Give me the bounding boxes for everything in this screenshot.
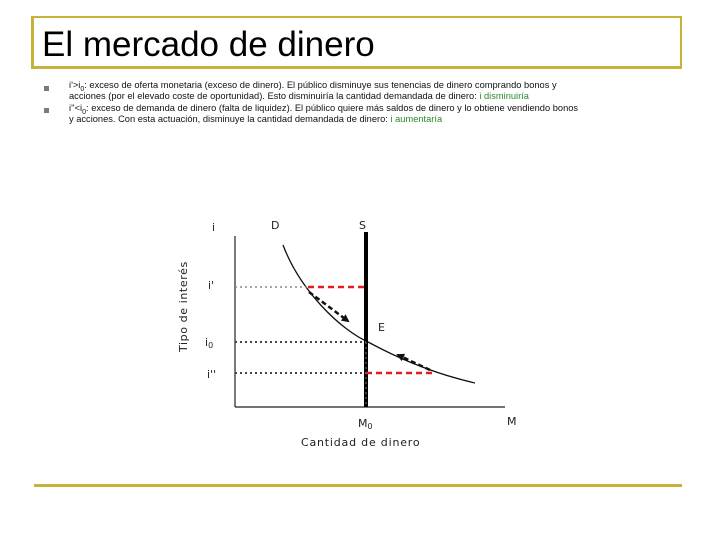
bullet-1-line2: acciones (por el elevado coste de oportunidad). Esto disminuiría la cantidad demandada de dinero: bbox=[69, 91, 480, 101]
i-double-prime-label: i'' bbox=[207, 368, 217, 381]
m-axis-label: M bbox=[507, 415, 517, 428]
demand-label: D bbox=[271, 219, 280, 232]
bullet-2-line1-rest: : exceso de demanda de dinero (falta de liquidez). El público quiere más saldos de dinero y lo obtiene vendiendo bonos bbox=[86, 103, 579, 113]
equilibrium-label: E bbox=[378, 321, 385, 334]
bullet-1-line1-rest: : exceso de oferta monetaria (exceso de dinero). El público disminuye sus tenencias de dinero comprando bonos y bbox=[84, 80, 557, 90]
bullet-1-line1-lead: i'>i bbox=[69, 80, 81, 90]
i0-main: i bbox=[205, 336, 209, 349]
bullet-2-sub: 0 bbox=[82, 108, 87, 116]
i-axis-label: i bbox=[212, 221, 216, 234]
bullet-2-highlight: i aumentaría bbox=[390, 114, 443, 124]
arrow-down-along-demand bbox=[309, 292, 348, 321]
bullet-2-line1-lead: i''<i bbox=[69, 103, 83, 113]
m0-main: M bbox=[358, 417, 368, 430]
i0-label bbox=[205, 336, 213, 350]
i0-sub: 0 bbox=[208, 341, 214, 350]
footer-rule bbox=[34, 484, 682, 487]
m0-label bbox=[358, 417, 373, 431]
i-prime-label: i' bbox=[208, 279, 215, 292]
bullet-1-highlight: i disminuiría bbox=[479, 91, 529, 101]
supply-label: S bbox=[359, 219, 366, 232]
demand-curve bbox=[283, 245, 475, 383]
m0-sub: 0 bbox=[367, 422, 373, 431]
y-axis-title: Tipo de interés bbox=[177, 261, 190, 352]
bullet-1-sub: 0 bbox=[80, 85, 85, 93]
x-axis-title: Cantidad de dinero bbox=[301, 436, 421, 449]
slide-title: El mercado de dinero bbox=[42, 25, 375, 64]
bullet-2-line2: y acciones. Con esta actuación, disminuye la cantidad demandada de dinero: bbox=[69, 114, 391, 124]
